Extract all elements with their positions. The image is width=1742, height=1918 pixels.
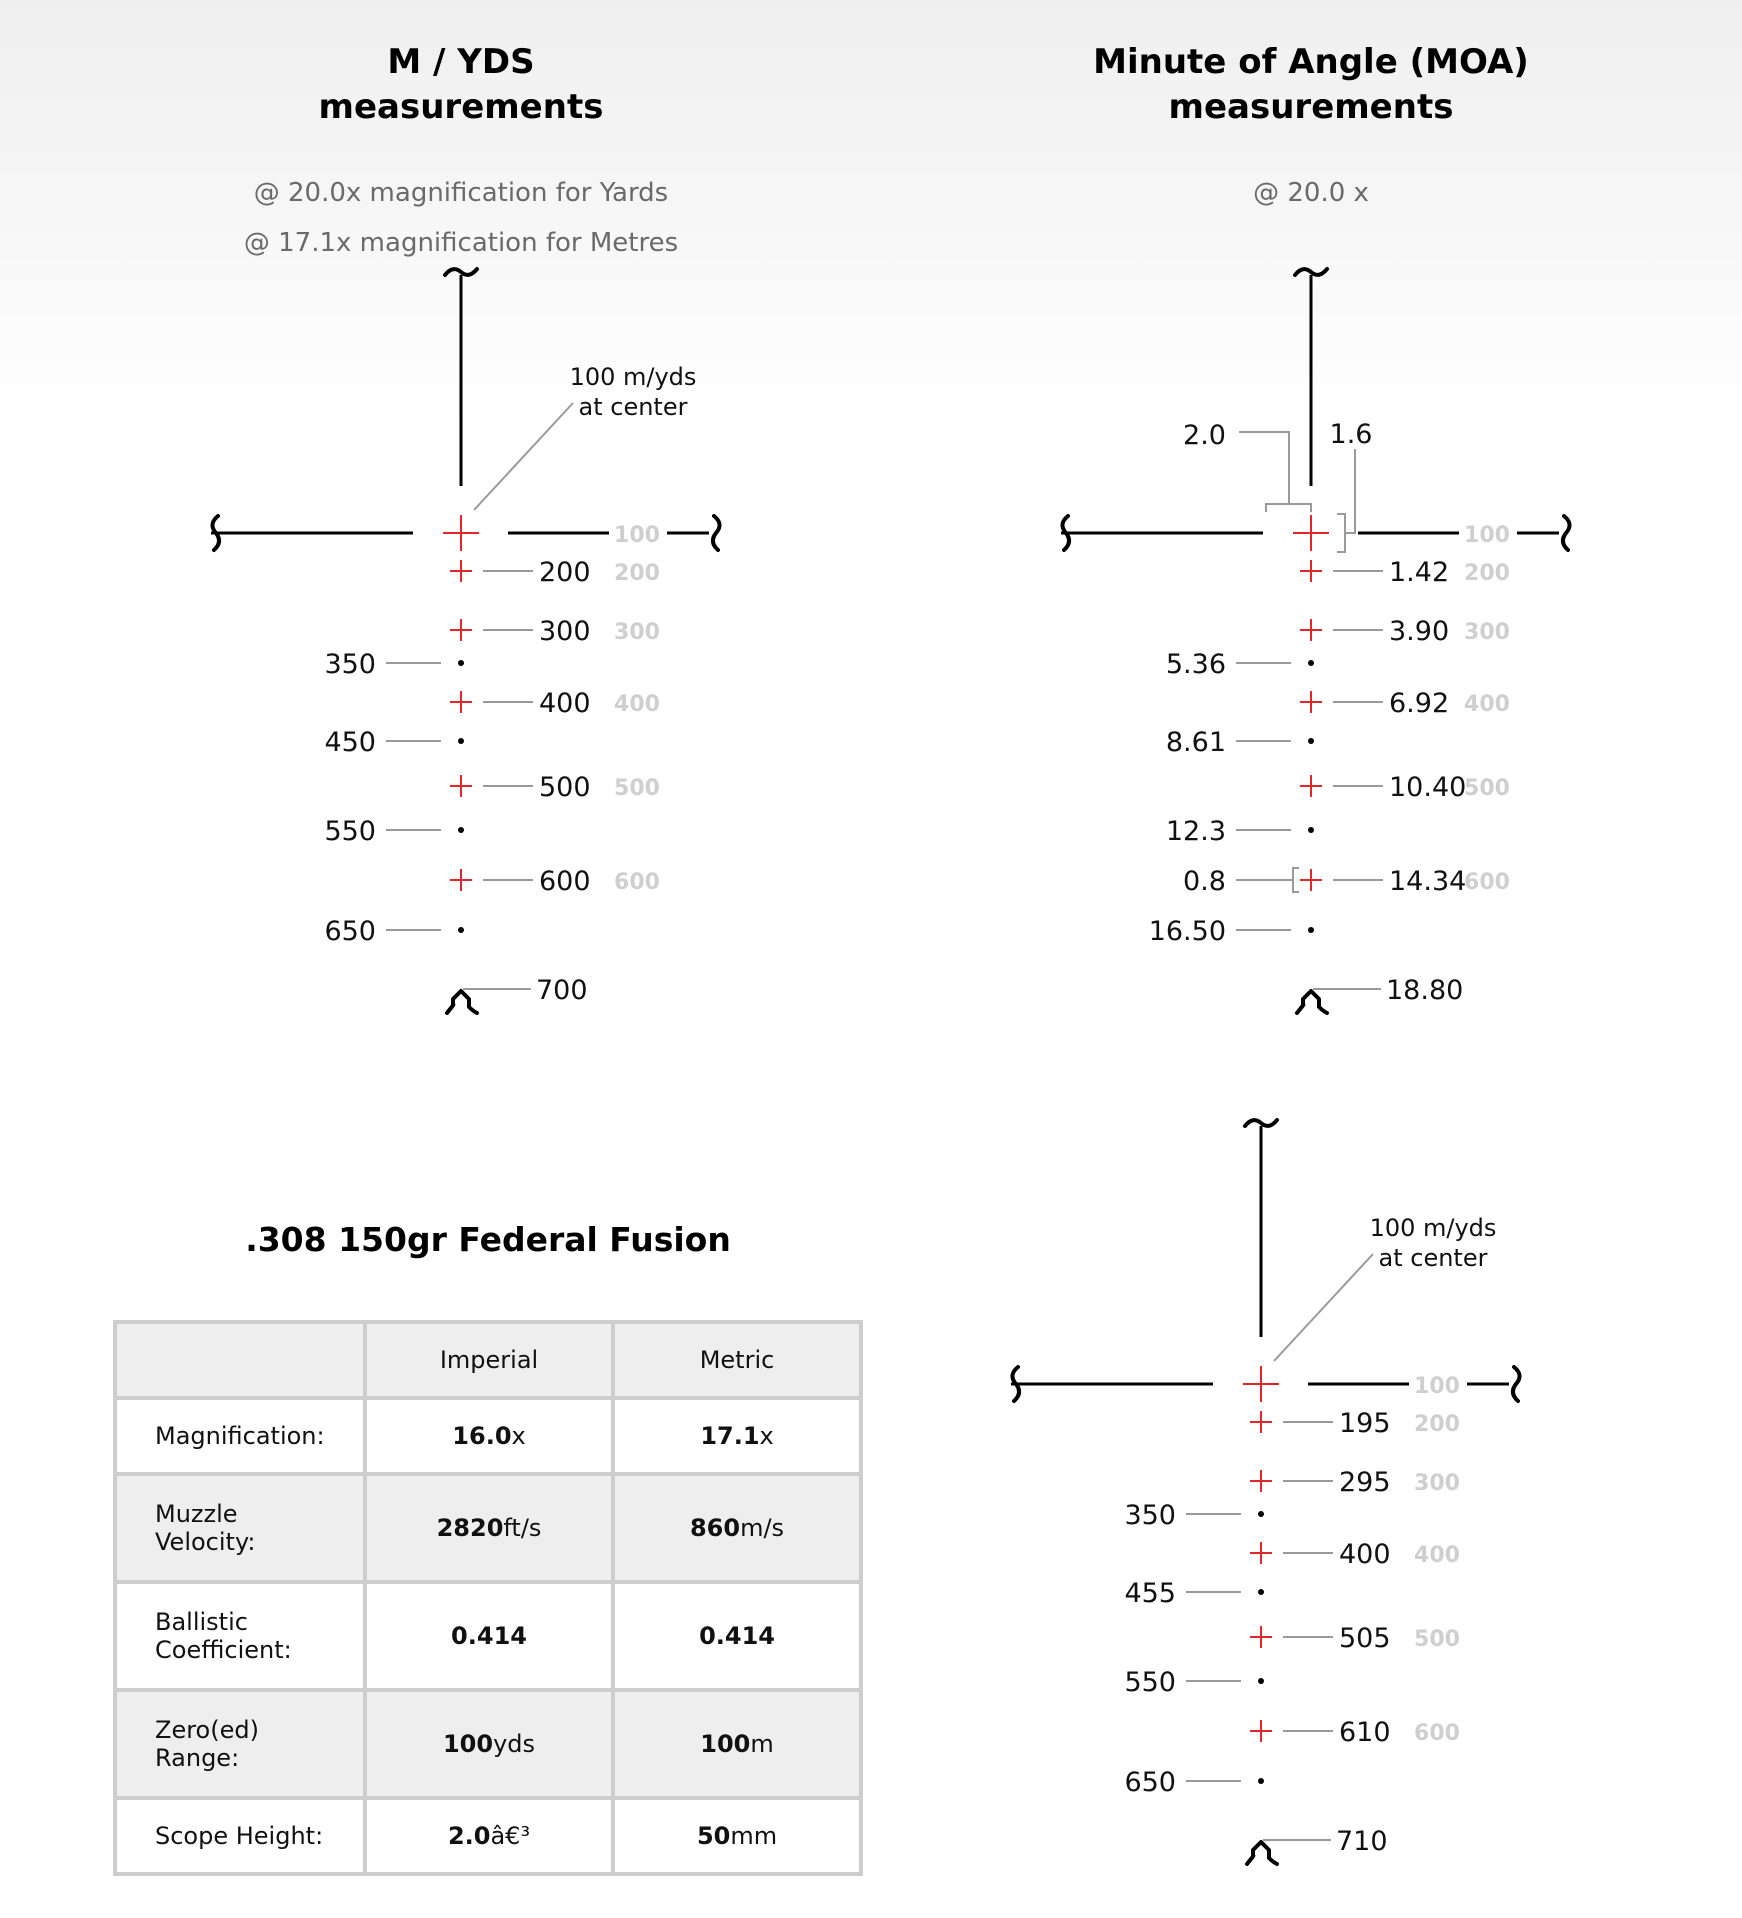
right-brace-icon (1563, 516, 1570, 550)
header-empty (115, 1322, 365, 1398)
ghost-range-label: 100 (1414, 1374, 1460, 1399)
imperial-number: 2.0 (447, 1822, 491, 1850)
metric-unit: x (759, 1422, 774, 1450)
table-row-magnification (115, 1398, 861, 1474)
left-brace-icon (1012, 1367, 1019, 1401)
row-label-line1: Muzzle (155, 1500, 238, 1528)
ghost-range-label: 200 (1414, 1412, 1460, 1437)
holdover-cross-label: 610 (1339, 1717, 1391, 1748)
center-note-line1: 100 m/yds (1369, 1214, 1497, 1242)
bottom-post-label: 710 (1336, 1826, 1388, 1857)
holdover-dot (1308, 927, 1314, 933)
holdover-dot (1308, 738, 1314, 744)
table-row-muzzle-velocity (115, 1474, 861, 1582)
row-label (115, 1474, 365, 1582)
ghost-range-label: 100 (614, 523, 660, 548)
holdover-dot (1258, 1778, 1264, 1784)
bottom-post-label: 700 (536, 975, 588, 1006)
holdover-cross-label: 500 (539, 772, 591, 803)
header-imperial: Imperial (365, 1322, 613, 1398)
ghost-range-label: 500 (1464, 776, 1510, 801)
center-note-line2: at center (578, 393, 688, 421)
left-brace-icon (1062, 516, 1069, 550)
holdover-dot (458, 927, 464, 933)
center-note-line1: 100 m/yds (569, 363, 697, 391)
table-row-zeroed-range (115, 1690, 861, 1798)
holdover-cross-label: 600 (539, 866, 591, 897)
holdover-dot-label: 455 (1124, 1578, 1176, 1609)
center-note-leader (1274, 1254, 1373, 1361)
holdover-dot-label: 16.50 (1148, 916, 1226, 947)
ghost-range-label: 200 (614, 561, 660, 586)
holdover-dot (458, 660, 464, 666)
row-label-line2: Coefficient: (155, 1636, 292, 1664)
row-label: Magnification: (115, 1398, 365, 1474)
bracket-1-6-leader (1345, 449, 1355, 533)
bottom-post-icon (447, 991, 477, 1013)
bracket-1-6 (1337, 514, 1345, 552)
holdover-dot (1258, 1678, 1264, 1684)
metric-value (613, 1582, 861, 1690)
bracket-2-0 (1266, 504, 1311, 512)
ghost-range-label: 300 (1414, 1471, 1460, 1496)
right-brace-icon (1513, 1367, 1520, 1401)
bracket-left-label: 2.0 (1183, 420, 1226, 451)
imperial-unit: x (511, 1422, 526, 1450)
metric-number: 50 (696, 1822, 731, 1850)
holdover-dot-label: 550 (324, 816, 376, 847)
imperial-value (365, 1798, 613, 1874)
imperial-unit: yds (493, 1730, 536, 1758)
ghost-range-label: 600 (1464, 870, 1510, 895)
table-title: .308 150gr Federal Fusion (245, 1220, 731, 1259)
metric-unit: m/s (740, 1514, 785, 1542)
ghost-range-label: 400 (1414, 1543, 1460, 1568)
center-note-line2: at center (1378, 1244, 1488, 1272)
ghost-range-label: 600 (1414, 1721, 1460, 1746)
center-note-leader (474, 403, 573, 510)
table-row-scope-height (115, 1798, 861, 1874)
ghost-range-label: 400 (614, 692, 660, 717)
metric-unit: mm (730, 1822, 778, 1850)
holdover-cross-label: 400 (539, 688, 591, 719)
tilde-icon (1295, 269, 1327, 275)
row-label-line2: Velocity: (155, 1528, 256, 1556)
holdover-cross-label: 1.42 (1389, 557, 1450, 588)
header-metric: Metric (613, 1322, 861, 1398)
holdover-cross-label: 400 (1339, 1539, 1391, 1570)
imperial-number: 16.0 (452, 1422, 512, 1450)
holdover-dot-label: 650 (1124, 1767, 1176, 1798)
small-bracket-label: 0.8 (1183, 866, 1226, 897)
imperial-value (365, 1582, 613, 1690)
imperial-value (365, 1474, 613, 1582)
row-label-line1: Ballistic (155, 1608, 248, 1636)
row-label (115, 1582, 365, 1690)
imperial-number: 0.414 (451, 1622, 527, 1650)
holdover-dot-label: 12.3 (1165, 816, 1226, 847)
metric-value (613, 1398, 861, 1474)
bottom-post-label: 18.80 (1386, 975, 1464, 1006)
holdover-dot (458, 738, 464, 744)
metric-value (613, 1798, 861, 1874)
holdover-dot (1308, 827, 1314, 833)
holdover-dot-label: 650 (324, 916, 376, 947)
bracket-right-label: 1.6 (1329, 419, 1373, 450)
holdover-dot (458, 827, 464, 833)
row-label-line1: Zero(ed) (155, 1716, 259, 1744)
holdover-dot-label: 8.61 (1165, 727, 1226, 758)
bottom-post-icon (1247, 1842, 1277, 1864)
moa-title-line1: Minute of Angle (MOA) (1093, 42, 1529, 82)
ghost-range-label: 300 (614, 620, 660, 645)
metric-number: 0.414 (699, 1622, 775, 1650)
reticle-metric (1011, 1120, 1520, 1864)
holdover-dot (1308, 660, 1314, 666)
ghost-range-label: 400 (1464, 692, 1510, 717)
metric-value (613, 1690, 861, 1798)
ghost-range-label: 100 (1464, 523, 1510, 548)
holdover-cross-label: 10.40 (1389, 772, 1467, 803)
metric-number: 17.1 (700, 1422, 760, 1450)
myds-subtitle-2: @ 17.1x magnification for Metres (243, 228, 679, 258)
ghost-range-label: 200 (1464, 561, 1510, 586)
holdover-dot-label: 350 (324, 649, 376, 680)
row-label-line2: Range: (155, 1744, 240, 1772)
tilde-icon (1245, 1120, 1277, 1126)
imperial-unit: â€³ (490, 1822, 531, 1850)
holdover-cross-label: 6.92 (1389, 688, 1450, 719)
imperial-value (365, 1690, 613, 1798)
bottom-post-icon (1297, 991, 1327, 1013)
reticle-moa (1061, 269, 1570, 1013)
holdover-cross-label: 300 (539, 616, 591, 647)
ghost-range-label: 500 (614, 776, 660, 801)
imperial-number: 100 (442, 1730, 494, 1758)
metric-number: 100 (700, 1730, 751, 1758)
ghost-range-label: 500 (1414, 1627, 1460, 1652)
bracket-2-0-leader (1239, 432, 1289, 504)
holdover-dot-label: 350 (1124, 1500, 1176, 1531)
row-label: Scope Height: (115, 1798, 365, 1874)
ghost-range-label: 300 (1464, 620, 1510, 645)
bracket-0-8 (1293, 868, 1299, 892)
imperial-value (365, 1398, 613, 1474)
metric-number: 860 (689, 1514, 741, 1542)
reticle-myds (211, 269, 720, 1013)
holdover-cross-label: 3.90 (1389, 616, 1450, 647)
row-label (115, 1690, 365, 1798)
holdover-dot (1258, 1589, 1264, 1595)
right-brace-icon (713, 516, 720, 550)
holdover-dot-label: 550 (1124, 1667, 1176, 1698)
myds-title-line2: measurements (318, 87, 604, 127)
holdover-cross-label: 505 (1339, 1623, 1391, 1654)
imperial-number: 2820 (436, 1514, 504, 1542)
metric-value (613, 1474, 861, 1582)
table-header-row (115, 1322, 861, 1398)
moa-subtitle: @ 20.0 x (1253, 178, 1369, 208)
holdover-cross-label: 295 (1339, 1467, 1391, 1498)
holdover-cross-label: 195 (1339, 1408, 1391, 1439)
holdover-dot (1258, 1511, 1264, 1517)
table-row-ballistic-coefficient (115, 1582, 861, 1690)
imperial-unit: ft/s (503, 1514, 542, 1542)
tilde-icon (445, 269, 477, 275)
holdover-cross-label: 14.34 (1389, 866, 1467, 897)
myds-subtitle-1: @ 20.0x magnification for Yards (253, 178, 669, 208)
myds-title-line1: M / YDS (387, 42, 535, 82)
holdover-dot-label: 5.36 (1165, 649, 1226, 680)
holdover-dot-label: 450 (324, 727, 376, 758)
metric-unit: m (750, 1730, 774, 1758)
spec-table (113, 1320, 863, 1876)
left-brace-icon (212, 516, 219, 550)
ghost-range-label: 600 (614, 870, 660, 895)
moa-title-line2: measurements (1168, 87, 1454, 127)
holdover-cross-label: 200 (539, 557, 591, 588)
